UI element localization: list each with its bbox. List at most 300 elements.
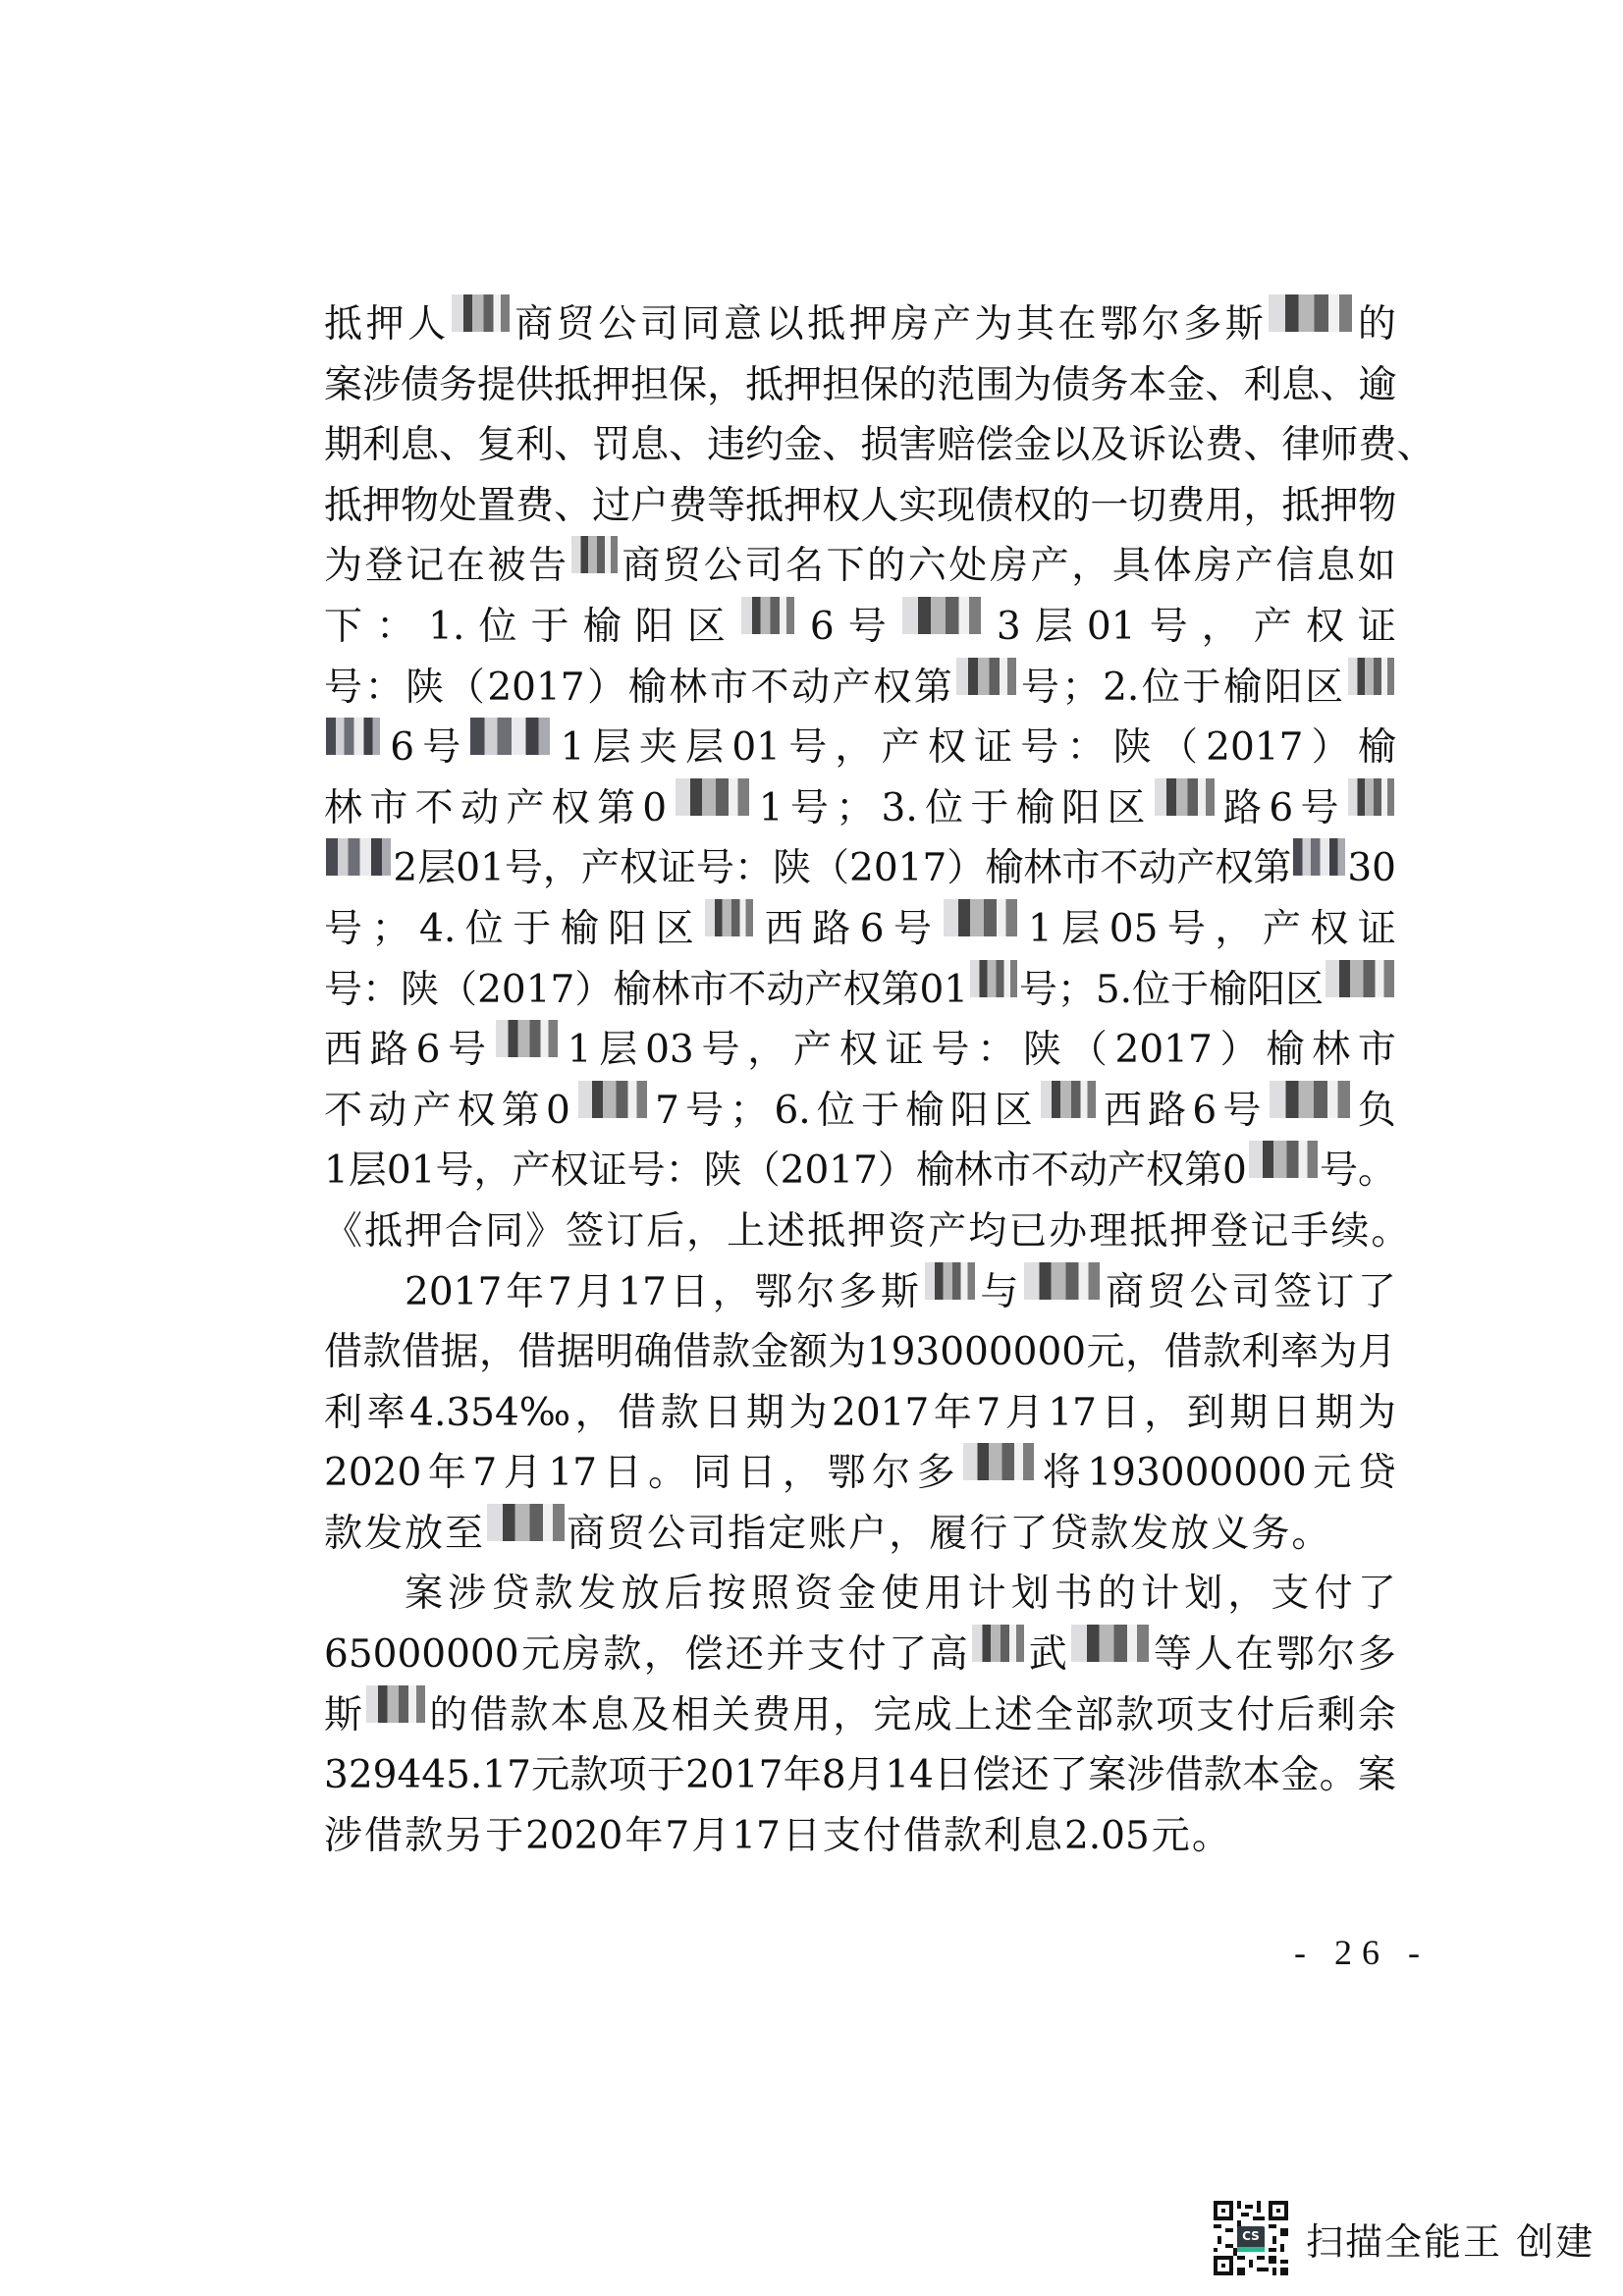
text-glyph: 款 [603, 1632, 642, 1678]
text-glyph: 6 [390, 725, 415, 771]
text-glyph: 体 [1153, 544, 1192, 589]
text-glyph: 按 [707, 1572, 746, 1617]
watermark-text: 扫描全能王 创建 [1306, 2219, 1596, 2264]
text-glyph: 产 [804, 967, 843, 1012]
text-glyph: 房 [562, 1632, 601, 1678]
text-glyph: 一 [1090, 483, 1129, 528]
redaction-mosaic [963, 1443, 1034, 1480]
text-glyph: 阳 [634, 604, 674, 649]
text-line [324, 838, 1396, 899]
text-glyph: 户 [848, 1511, 888, 1556]
text-glyph: 划 [1010, 1572, 1050, 1617]
text-glyph: ， [833, 1692, 872, 1737]
text-glyph: 款 [569, 1753, 609, 1798]
text-glyph: 商 [514, 302, 554, 347]
redaction-mosaic [326, 838, 391, 876]
text-glyph: ： [376, 604, 415, 649]
text-glyph: 位 [478, 604, 517, 649]
text-glyph: 权 [1146, 1148, 1185, 1194]
text-glyph: 产 [1176, 846, 1216, 891]
text-glyph: 了 [1357, 1572, 1396, 1617]
text-glyph: 至 [445, 1511, 484, 1556]
text-glyph: 榆 [613, 967, 652, 1012]
text-glyph: 位 [1132, 967, 1171, 1012]
text-glyph: 成 [913, 1692, 952, 1737]
text-glyph: 、 [1320, 362, 1359, 407]
qr-code-icon [1214, 2201, 1288, 2275]
text-glyph: 息 [401, 423, 440, 468]
text-glyph: 保 [860, 362, 899, 407]
text-glyph: 年 [624, 1813, 664, 1858]
text-glyph: 约 [745, 423, 784, 468]
text-glyph: 5. [1095, 967, 1133, 1012]
text-line [324, 1020, 1396, 1081]
text-glyph: 期 [1315, 1390, 1354, 1435]
text-glyph: 还 [725, 1632, 764, 1678]
text-glyph: 产 [1030, 544, 1069, 589]
text-glyph: 了 [889, 1632, 928, 1678]
text-glyph: 以 [765, 302, 804, 347]
text-glyph: 发 [577, 1572, 617, 1617]
text-glyph: 市 [709, 665, 748, 710]
text-glyph: 动 [791, 665, 831, 710]
text-glyph: 斯 [324, 1692, 363, 1737]
text-glyph: 2017 [487, 665, 585, 710]
text-glyph: 层 [599, 1028, 638, 1073]
text-glyph: 押 [1320, 483, 1359, 528]
text-line [324, 536, 1396, 597]
text-glyph: 率 [366, 1390, 406, 1435]
text-glyph: 日 [782, 1813, 821, 1858]
text-glyph: 元 [1313, 1451, 1352, 1496]
text-glyph: 。 [1191, 1813, 1230, 1858]
text-glyph: 榆 [627, 665, 667, 710]
text-line [324, 1564, 1396, 1625]
text-glyph: 上 [953, 1692, 993, 1737]
text-glyph: 193000000 [1087, 1451, 1307, 1496]
text-glyph: ； [1056, 967, 1096, 1012]
text-glyph: 号 [1222, 1088, 1262, 1133]
text-glyph: 产 [506, 785, 545, 830]
redaction-mosaic [741, 597, 794, 634]
text-glyph: 本 [1242, 1753, 1281, 1798]
text-glyph: 2017 [780, 1148, 878, 1194]
redaction-mosaic [705, 899, 753, 936]
text-glyph: 贷 [1357, 1451, 1396, 1496]
text-glyph: 林 [324, 785, 363, 830]
text-glyph: 案 [405, 1572, 444, 1617]
redaction-mosaic [1269, 294, 1352, 332]
text-glyph: 1. [428, 604, 465, 649]
text-glyph: 动 [1068, 1148, 1108, 1194]
text-glyph: 西 [1103, 1088, 1142, 1133]
text-glyph: 借 [902, 1813, 942, 1858]
text-glyph: 号 [1020, 725, 1059, 771]
text-glyph: 7 [665, 1813, 690, 1858]
text-glyph: 阳 [1247, 967, 1286, 1012]
text-glyph: 、 [822, 423, 861, 468]
text-glyph: 同 [681, 302, 721, 347]
text-glyph: 2020 [525, 1813, 623, 1858]
text-glyph: 抵 [1129, 1208, 1168, 1254]
text-glyph: 榆 [1357, 725, 1396, 771]
text-glyph: 产 [1234, 544, 1273, 589]
text-glyph: 市 [1357, 1028, 1396, 1073]
text-glyph: 确 [633, 1330, 673, 1375]
text-glyph: 夹 [638, 725, 677, 771]
text-glyph: 付 [1236, 1692, 1275, 1737]
text-glyph: 权 [457, 1088, 496, 1133]
text-glyph: 产 [1107, 1148, 1146, 1194]
text-glyph: 斯 [1224, 302, 1264, 347]
text-glyph: 第 [881, 967, 920, 1012]
text-glyph: 及 [630, 1692, 670, 1737]
text-glyph: 2020 [324, 1451, 422, 1496]
text-glyph: ， [835, 725, 874, 771]
text-glyph: 涉 [324, 1813, 363, 1858]
text-glyph: 与 [980, 1269, 1019, 1314]
text-glyph: 登 [1210, 1208, 1249, 1254]
text-glyph: 抵 [807, 1208, 846, 1254]
text-line [324, 1745, 1396, 1806]
text-glyph: 号 [422, 725, 461, 771]
text-glyph: 押 [784, 362, 823, 407]
text-glyph: 01 [731, 725, 781, 771]
text-glyph: 层 [1034, 604, 1073, 649]
text-glyph: 贷 [491, 1572, 530, 1617]
text-glyph: （ [446, 665, 485, 710]
text-glyph: 费 [669, 483, 708, 528]
text-glyph: 本 [1128, 362, 1167, 407]
text-glyph: 2017 [1206, 725, 1304, 771]
text-glyph: 围 [975, 362, 1014, 407]
text-glyph: 述 [994, 1692, 1033, 1737]
text-glyph: 切 [1128, 483, 1167, 528]
text-glyph: 项 [1156, 1692, 1195, 1737]
text-glyph: 陕 [773, 846, 812, 891]
text-glyph: 用 [924, 1572, 963, 1617]
text-glyph: （ [439, 967, 478, 1012]
text-glyph: 2017 [477, 967, 575, 1012]
text-glyph: 户 [630, 483, 670, 528]
text-glyph: 为 [324, 544, 363, 589]
text-glyph: 的 [429, 1692, 468, 1737]
redaction-mosaic [470, 718, 550, 755]
text-glyph: 《 [324, 1208, 363, 1254]
text-glyph: 贸 [607, 1511, 646, 1556]
text-line [324, 1504, 1396, 1565]
text-glyph: 划 [1184, 1572, 1223, 1617]
text-line [324, 294, 1396, 355]
text-glyph: 利 [515, 423, 555, 468]
text-glyph: 放 [621, 1572, 660, 1617]
text-glyph: 付 [847, 1632, 887, 1678]
text-glyph: 资 [794, 1572, 834, 1617]
text-glyph: 后 [1276, 1692, 1316, 1737]
text-glyph: 2017 [832, 1390, 930, 1435]
text-glyph: 陕 [406, 665, 445, 710]
text-line [324, 476, 1396, 537]
text-glyph: 元 [531, 1753, 570, 1798]
text-glyph: 办 [1049, 1208, 1088, 1254]
text-glyph: 位 [1141, 665, 1180, 710]
text-glyph: 的 [1357, 302, 1396, 347]
text-glyph: 赔 [937, 423, 976, 468]
text-glyph: 榆 [905, 1088, 945, 1133]
text-glyph: 权 [839, 1028, 878, 1073]
text-glyph: 据 [440, 1330, 479, 1375]
text-glyph: ： [665, 1148, 704, 1194]
text-glyph: 产 [928, 1208, 967, 1254]
text-glyph: 4. [419, 906, 457, 951]
text-glyph: ， [478, 1330, 517, 1375]
text-glyph: 公 [647, 1511, 686, 1556]
text-glyph: 金 [750, 1330, 789, 1375]
text-glyph: 6. [774, 1088, 811, 1133]
text-glyph: 发 [364, 1511, 404, 1556]
text-glyph: 信 [1275, 544, 1315, 589]
text-glyph: 17 [618, 1269, 667, 1314]
text-glyph: ， [1201, 604, 1240, 649]
text-glyph: 不 [1030, 1148, 1069, 1194]
text-glyph: 司 [687, 1511, 727, 1556]
text-glyph: 月 [1004, 1390, 1044, 1435]
text-glyph: 路 [1148, 1088, 1187, 1133]
text-glyph: 费 [515, 483, 555, 528]
text-glyph: 月 [845, 1753, 885, 1798]
text-line [324, 597, 1396, 658]
text-glyph: （ [1159, 725, 1198, 771]
text-glyph: 不 [414, 785, 454, 830]
text-glyph: 月 [1357, 1330, 1396, 1375]
text-glyph: ： [977, 1028, 1016, 1073]
text-glyph: 支 [1271, 1572, 1310, 1617]
text-glyph: 涉 [1126, 1753, 1165, 1798]
text-glyph: 号 [893, 906, 933, 951]
text-glyph: 负 [1357, 1088, 1396, 1133]
redaction-mosaic [1024, 1262, 1100, 1300]
text-glyph: 05 [1109, 906, 1159, 951]
text-glyph: 号 [1319, 1148, 1358, 1194]
text-glyph: 号 [1149, 604, 1188, 649]
text-glyph: 位 [925, 785, 964, 830]
text-glyph: 偿 [975, 423, 1014, 468]
text-glyph: 17 [731, 1813, 781, 1858]
text-glyph: ； [730, 1088, 769, 1133]
text-glyph: 公 [1189, 1269, 1228, 1314]
text-glyph: 额 [788, 1330, 828, 1375]
text-glyph: 7 [976, 1390, 1001, 1435]
text-glyph: 2017 [405, 1269, 503, 1314]
text-glyph: 第 [913, 665, 952, 710]
text-glyph: 7 [655, 1088, 679, 1133]
text-glyph: 照 [751, 1572, 790, 1617]
text-glyph: 西 [764, 906, 803, 951]
text-glyph: 329445.17 [324, 1753, 531, 1798]
text-glyph: 后 [664, 1572, 703, 1617]
text-glyph: 了 [1357, 1269, 1396, 1314]
text-glyph: 借 [1164, 1753, 1204, 1798]
text-glyph: 榆 [582, 604, 622, 649]
text-glyph: 产 [1253, 604, 1292, 649]
text-glyph: 被 [487, 544, 526, 589]
text-glyph: 商 [622, 544, 661, 589]
text-glyph: 具 [1111, 544, 1151, 589]
text-glyph: 部 [1074, 1692, 1113, 1737]
text-glyph: ） [1219, 1028, 1259, 1073]
text-glyph: 借 [673, 1330, 712, 1375]
text-glyph: 年 [506, 1269, 545, 1314]
text-glyph: 高 [929, 1632, 968, 1678]
text-glyph: 相 [671, 1692, 710, 1737]
text-glyph: 权 [873, 665, 912, 710]
text-glyph: 处 [948, 544, 988, 589]
text-glyph: 放 [1170, 1511, 1210, 1556]
text-glyph: 号 [788, 725, 828, 771]
text-line [324, 415, 1435, 476]
text-glyph: 案 [1088, 1753, 1127, 1798]
text-glyph: 费 [1166, 483, 1206, 528]
text-glyph: ， [574, 1390, 614, 1435]
text-glyph: 计 [1141, 1572, 1180, 1617]
text-glyph: ） [587, 665, 626, 710]
text-glyph: 不 [324, 1088, 363, 1133]
text-glyph: 据 [556, 1330, 595, 1375]
text-glyph: 借 [401, 1330, 440, 1375]
text-glyph: 名 [784, 544, 824, 589]
text-glyph: 意 [724, 302, 763, 347]
text-glyph: 用 [792, 1692, 832, 1737]
text-glyph: 款 [1203, 1330, 1242, 1375]
text-glyph: 4.354‰ [409, 1390, 571, 1435]
text-glyph: 月 [503, 1451, 542, 1496]
text-glyph: ， [1125, 1330, 1164, 1375]
text-glyph: 第 [1253, 846, 1292, 891]
text-glyph: 于 [861, 1088, 900, 1133]
text-glyph: 利 [983, 1813, 1022, 1858]
text-glyph: 3. [881, 785, 918, 830]
redaction-mosaic [1270, 1081, 1350, 1118]
text-glyph: 产 [1262, 906, 1301, 951]
text-glyph: 款 [534, 1572, 573, 1617]
text-glyph: 不 [1100, 846, 1139, 891]
text-glyph: 书 [1054, 1572, 1093, 1617]
text-glyph: 层 [685, 725, 725, 771]
page-number: - 26 - [1294, 1933, 1430, 1972]
text-glyph: 人 [860, 483, 899, 528]
text-glyph: 的 [1052, 483, 1091, 528]
text-line [324, 1383, 1396, 1444]
text-glyph: 后 [646, 1208, 685, 1254]
text-glyph: ， [542, 846, 581, 891]
text-glyph: 不 [750, 665, 789, 710]
text-glyph: 权 [1013, 483, 1053, 528]
text-glyph: 层 [417, 846, 457, 891]
text-glyph: 于 [970, 785, 1009, 830]
text-glyph: 权 [550, 1148, 589, 1194]
text-glyph: 区 [1305, 665, 1344, 710]
text-glyph: 2.05 [1063, 1813, 1150, 1858]
text-glyph: 产 [412, 1088, 452, 1133]
text-line [324, 1081, 1396, 1142]
text-glyph: ， [707, 362, 746, 407]
text-glyph: （ [811, 846, 850, 891]
text-glyph: 押 [847, 1208, 887, 1254]
text-glyph: 陕 [1022, 1028, 1061, 1073]
text-glyph: 尔 [1141, 302, 1180, 347]
text-line [324, 778, 1396, 839]
text-glyph: 支 [807, 1632, 846, 1678]
redaction-mosaic [972, 1625, 1024, 1662]
text-glyph: 商 [1106, 1269, 1145, 1314]
text-glyph: 的 [867, 544, 906, 589]
text-glyph: 日 [603, 1451, 642, 1496]
text-glyph: 合 [445, 1208, 484, 1254]
text-line [324, 1685, 1396, 1746]
text-glyph: 。 [1357, 1148, 1396, 1194]
text-glyph: 下 [324, 604, 363, 649]
text-glyph: 发 [1130, 1511, 1169, 1556]
text-glyph: 款 [1090, 1511, 1129, 1556]
text-glyph: 还 [1010, 1753, 1050, 1798]
text-glyph: 在 [1057, 302, 1097, 347]
text-glyph: 区 [1107, 785, 1146, 830]
text-glyph: 。 [1371, 1208, 1410, 1254]
text-glyph: 尔 [1317, 1632, 1356, 1678]
text-glyph: 利 [324, 1390, 363, 1435]
text-glyph: 号 [435, 1148, 474, 1194]
text-glyph: 位 [816, 1088, 855, 1133]
text-line [324, 1806, 1396, 1867]
text-glyph: （ [1068, 1028, 1108, 1073]
text-glyph: 1 [758, 785, 784, 830]
text-glyph: ） [947, 846, 986, 891]
text-glyph: 期 [324, 423, 363, 468]
text-glyph: 范 [937, 362, 976, 407]
text-line [324, 1262, 1396, 1323]
redaction-mosaic [496, 1020, 558, 1057]
text-glyph: 的 [1098, 1572, 1137, 1617]
text-glyph: 借 [1163, 1330, 1203, 1375]
text-glyph: ， [1144, 1390, 1183, 1435]
text-glyph: 款 [660, 1390, 699, 1435]
text-glyph: 权 [927, 725, 966, 771]
camscanner-watermark [1214, 2201, 1595, 2275]
text-glyph: 并 [766, 1632, 805, 1678]
redaction-mosaic [1249, 1141, 1318, 1178]
text-glyph: ： [362, 967, 402, 1012]
text-glyph: 期 [745, 1390, 784, 1435]
text-glyph: 为 [974, 302, 1013, 347]
text-glyph: 司 [744, 544, 784, 589]
text-glyph: 述 [767, 1208, 806, 1254]
text-glyph: 如 [1357, 544, 1396, 589]
text-glyph: 手 [1290, 1208, 1329, 1254]
text-glyph: 鄂 [1100, 302, 1139, 347]
text-glyph: 害 [898, 423, 938, 468]
text-glyph: 年 [783, 1753, 822, 1798]
text-glyph: 14 [885, 1753, 934, 1798]
text-glyph: 借 [618, 1390, 657, 1435]
text-glyph: 、 [554, 483, 593, 528]
text-glyph: 记 [406, 544, 445, 589]
text-glyph: 签 [1273, 1269, 1313, 1314]
text-glyph: 使 [881, 1572, 920, 1617]
text-glyph: 号 [1020, 665, 1059, 710]
text-glyph: 林 [1312, 1028, 1351, 1073]
text-glyph: 本 [550, 1692, 589, 1737]
text-glyph: 费 [752, 1692, 791, 1737]
